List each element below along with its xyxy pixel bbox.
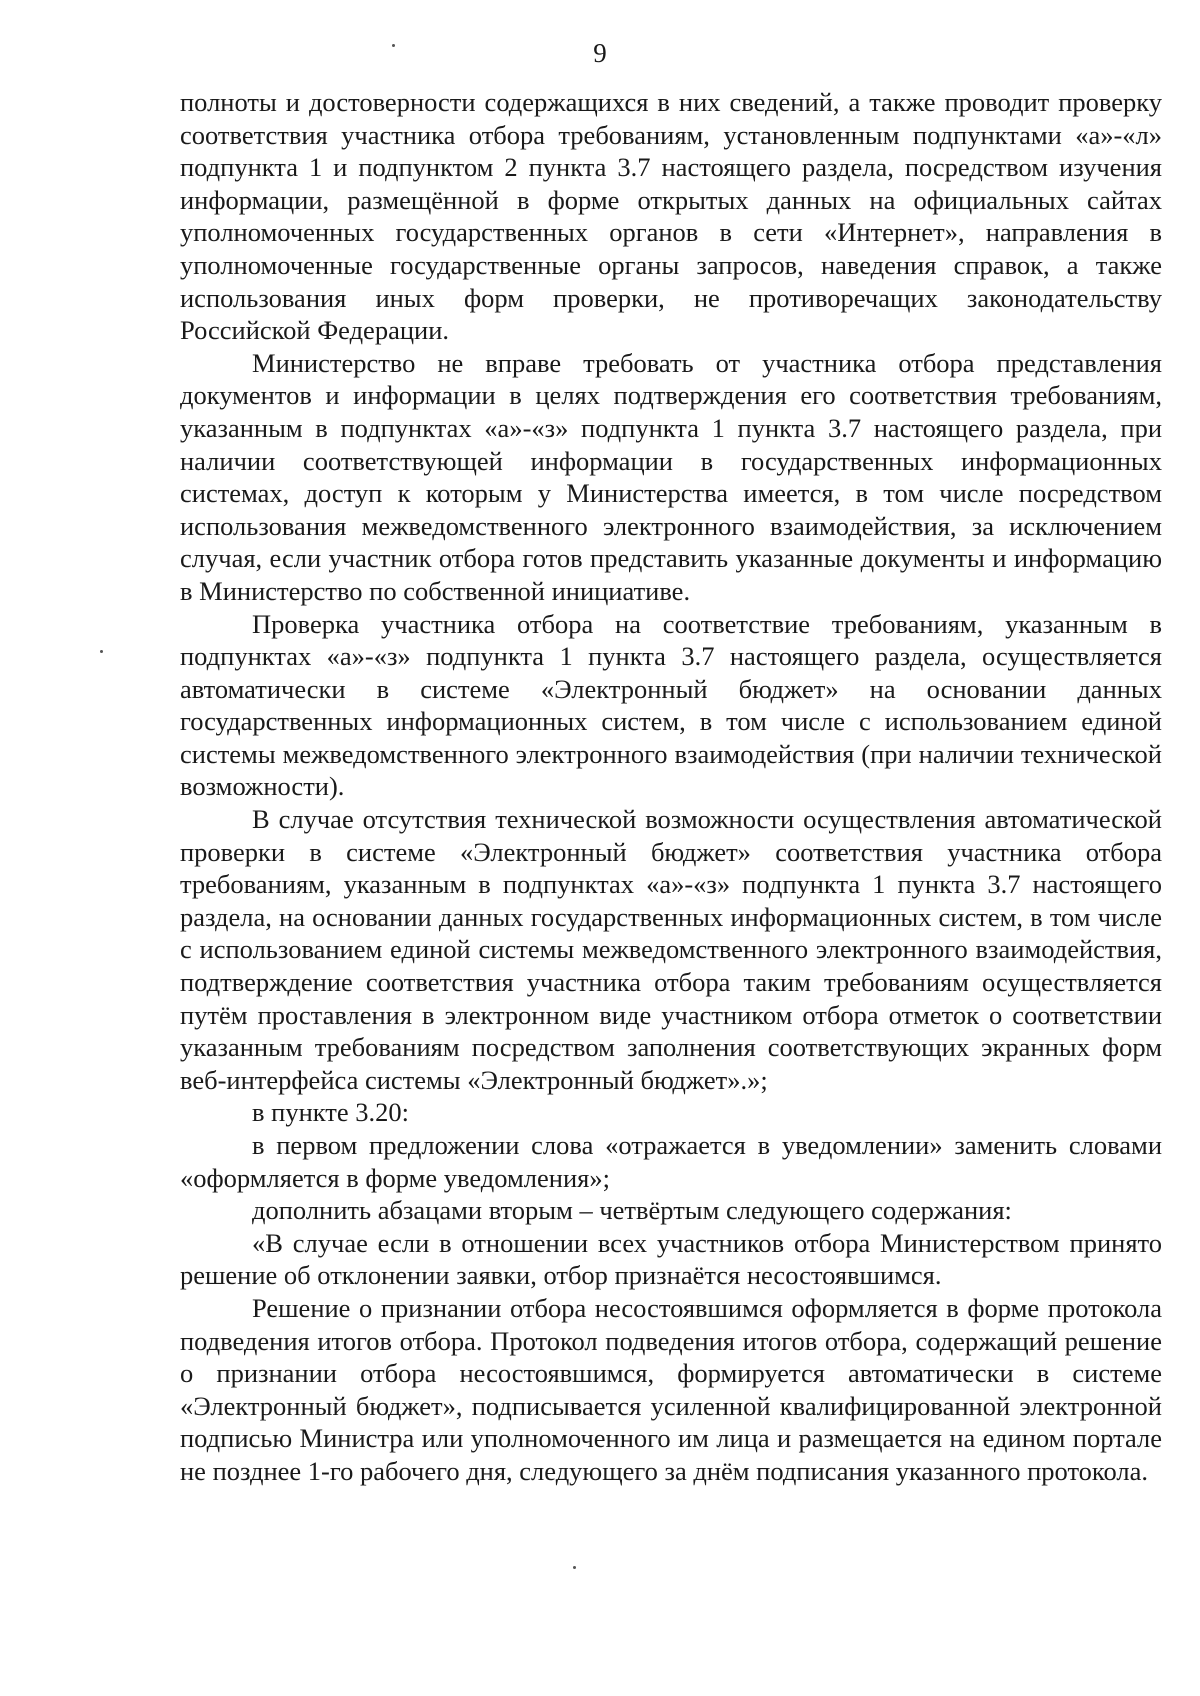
- scan-speck: [100, 650, 103, 653]
- paragraph: Министерство не вправе требовать от участника отбора представления документов и информации в целях подтверждения его соответствия требованиям, указанным в подпунктах «а»-«з» подпункта 1 пункта 3.7 настоящего раздела, при наличии соответствующей информации в государственных информационных системах, доступ к которым у Министерства имеется, в том числе посредством использования межведомственного электронного взаимодействия, за исключением случая, если участник отбора готов представить указанные документы и информацию в Министерство по собственной инициативе.: [180, 347, 1162, 606]
- paragraph: «В случае если в отношении всех участников отбора Министерством принято решение об отклонении заявки, отбор признаётся несостоявшимся.: [180, 1227, 1162, 1291]
- paragraph: Решение о признании отбора несостоявшимся оформляется в форме протокола подведения итогов отбора. Протокол подведения итогов отбора, содержащий решение о признании отбора несостоявшимся, формируется автоматически в системе «Электронный бюджет», подписывается усиленной квалифицированной электронной подписью Министра или уполномоченного им лица и размещается на едином портале не позднее 1-го рабочего дня, следующего за днём подписания указанного протокола.: [180, 1292, 1162, 1486]
- paragraph: дополнить абзацами вторым – четвёртым следующего содержания:: [252, 1195, 1012, 1226]
- paragraph: в пункте 3.20:: [252, 1097, 409, 1128]
- paragraph: Проверка участника отбора на соответствие требованиям, указанным в подпунктах «а»-«з» подпункта 1 пункта 3.7 настоящего раздела, осуществляется автоматически в системе «Электронный бюджет» на основании данных государственных информационных систем, в том числе с использованием единой системы межведомственного электронного взаимодействия (при наличии технической возможности).: [180, 608, 1162, 802]
- scan-speck: [392, 44, 395, 47]
- paragraph: в первом предложении слова «отражается в уведомлении» заменить словами «оформляется в форме уведомления»;: [180, 1130, 1162, 1193]
- page-number: 9: [593, 38, 607, 68]
- paragraph: В случае отсутствия технической возможности осуществления автоматической проверки в системе «Электронный бюджет» соответствия участника отбора требованиям, указанным в подпунктах «а»-«з» подпункта 1 пункта 3.7 настоящего раздела, на основании данных государственных информационных систем, в том числе с использованием единой системы межведомственного электронного взаимодействия, подтверждение соответствия участника отбора таким требованиям осуществляется путём проставления в электронном виде участником отбора отметок о соответствии указанным требованиям посредством заполнения соответствующих экранных форм веб-интерфейса системы «Электронный бюджет».»;: [180, 804, 1162, 1095]
- paragraph: полноты и достоверности содержащихся в них сведений, а также проводит проверку соответствия участника отбора требованиям, установленным подпунктами «а»-«л» подпункта 1 и подпунктом 2 пункта 3.7 настоящего раздела, посредством изучения информации, размещённой в форме открытых данных на официальных сайтах уполномоченных государственных органов в сети «Интернет», направления в уполномоченные государственные органы запросов, наведения справок, а также использования иных форм проверки, не противоречащих законодательству Российской Федерации.: [180, 87, 1162, 346]
- scan-speck: [573, 1566, 576, 1569]
- document-body: [180, 86, 1162, 1488]
